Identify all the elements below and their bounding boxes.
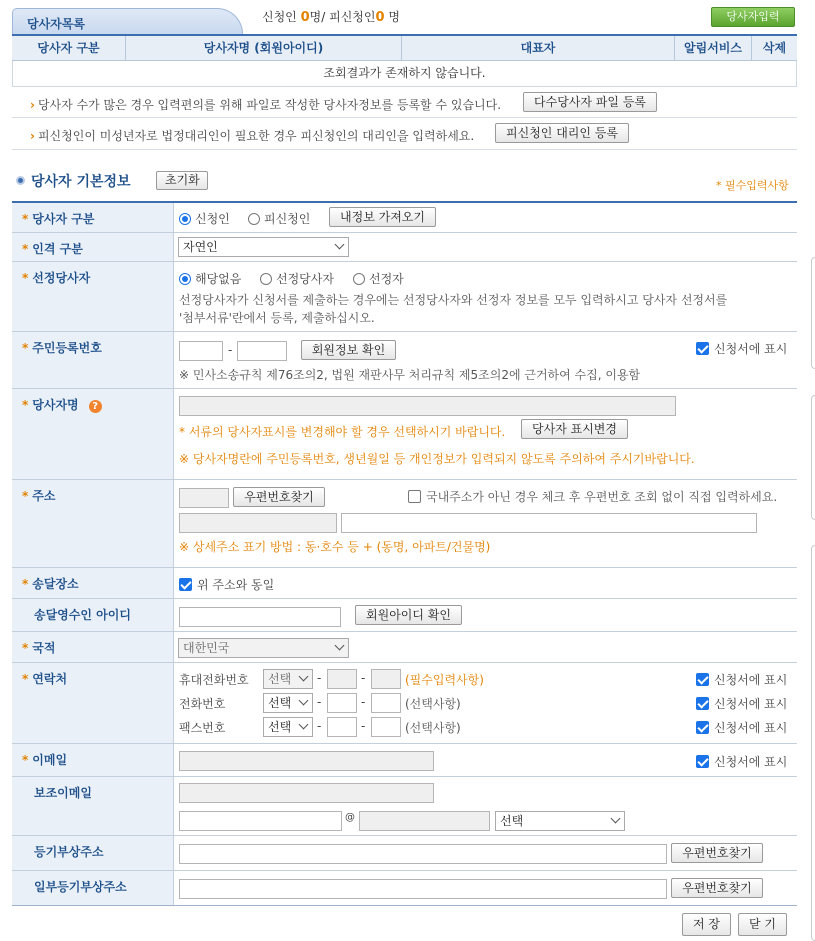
- applicant-count-label: 신청인: [262, 10, 297, 24]
- respondent-count: 0: [375, 10, 385, 25]
- partial-registry-find-zipcode-button[interactable]: 우편번호찾기: [671, 878, 763, 898]
- rrn-first-input[interactable]: [179, 341, 223, 361]
- partial-registry-address-label: 일부등기부상주소: [12, 871, 174, 905]
- mobile-last-input[interactable]: [371, 669, 401, 689]
- sub-email-domain-input[interactable]: [359, 811, 490, 831]
- address-input[interactable]: [179, 513, 337, 533]
- rrn-second-input[interactable]: [237, 341, 287, 361]
- scroll-marker: [811, 257, 815, 369]
- address-detail-input[interactable]: [341, 513, 757, 533]
- radio-icon[interactable]: [260, 273, 272, 285]
- row-delivery: [12, 568, 797, 599]
- fax-prefix-select[interactable]: 선택: [263, 717, 313, 737]
- checkbox-checked-icon[interactable]: [696, 342, 709, 355]
- zipcode-input[interactable]: [179, 488, 229, 508]
- fax-show-checkbox[interactable]: 신청서에 표시: [696, 719, 787, 736]
- count-unit: 명/: [309, 10, 326, 24]
- checkbox-checked-icon[interactable]: [696, 697, 709, 710]
- verify-member-id-button[interactable]: 회원아이디 확인: [355, 605, 462, 625]
- applicant-count: 0: [300, 10, 310, 25]
- row-selected-party: [12, 262, 797, 332]
- divider: [12, 117, 797, 118]
- dash: -: [317, 671, 322, 685]
- agent-register-button[interactable]: 피신청인 대리인 등록: [495, 123, 629, 143]
- phone-prefix-select[interactable]: 선택: [263, 693, 313, 713]
- column-header: 당사자명 (회원아이디): [126, 36, 402, 60]
- bulk-info-text: 당사자 수가 많은 경우 입력편의를 위해 파일로 작성한 당사자정보를 등록할 수 있습니다.: [37, 98, 502, 112]
- sub-email-display: [179, 783, 434, 803]
- checkbox-checked-icon[interactable]: [696, 755, 709, 768]
- foreign-address-checkbox[interactable]: 국내주소가 아닌 경우 체크 후 우편번호 조회 없이 직접 입력하세요.: [408, 488, 777, 505]
- email-label: * 이메일: [12, 744, 174, 776]
- selected-party-none[interactable]: 해당없음: [179, 270, 241, 287]
- email-input[interactable]: [179, 751, 434, 771]
- chevron-down-icon: [299, 672, 309, 682]
- bulk-info: [30, 96, 501, 113]
- column-header: 대표자: [402, 36, 675, 60]
- contact-label: * 연락처: [12, 663, 174, 743]
- dash: -: [317, 695, 322, 709]
- mobile-show-checkbox[interactable]: 신청서에 표시: [696, 671, 787, 688]
- fax-optional-note: (선택사항): [405, 721, 461, 735]
- required-note: * 필수입력사항: [716, 179, 789, 192]
- row-person-type: [12, 233, 797, 262]
- registry-find-zipcode-button[interactable]: 우편번호찾기: [671, 843, 763, 863]
- delivery-label: * 송달장소: [12, 568, 174, 598]
- fax-last-input[interactable]: [371, 717, 401, 737]
- row-party-name: [12, 389, 797, 480]
- dash: -: [361, 671, 366, 685]
- help-icon[interactable]: ?: [89, 400, 102, 413]
- dash: -: [361, 719, 366, 733]
- verify-member-button[interactable]: 회원정보 확인: [301, 340, 396, 360]
- mobile-required-note: (필수입력사항): [405, 673, 484, 687]
- address-note: ※ 상세주소 표기 방법 : 동·호수 등 + (동명, 아파트/건물명): [179, 540, 491, 554]
- bullet-icon: [16, 176, 25, 185]
- save-button[interactable]: 저 장: [682, 913, 731, 936]
- party-list-tab: 당사자목록: [12, 8, 243, 34]
- agent-info: [30, 127, 474, 144]
- party-type-label: * 당사자 구분: [12, 203, 174, 232]
- rrn-note: ※ 민사소송규칙 제76조의2, 법원 재판사무 처리규칙 제5조의2에 근거하여 수집, 이용함: [179, 368, 641, 382]
- radio-icon[interactable]: [248, 213, 260, 225]
- chevron-down-icon: [335, 641, 345, 651]
- radio-selected-icon[interactable]: [179, 213, 191, 225]
- registry-address-label: 등기부상주소: [12, 836, 174, 870]
- row-partial-registry-address: [12, 871, 797, 906]
- selected-party-label: * 선정당사자: [12, 262, 174, 331]
- close-button[interactable]: 닫 기: [738, 913, 787, 936]
- arrow-icon: ›: [30, 98, 35, 112]
- fetch-my-info-button[interactable]: 내정보 가져오기: [329, 207, 436, 227]
- selected-party-note: '첨부서류'란에서 등록, 제출하십시오.: [179, 311, 375, 325]
- party-type-respondent[interactable]: 피신청인: [248, 210, 310, 227]
- party-name-input[interactable]: [179, 396, 676, 416]
- fax-label: 팩스번호: [179, 721, 226, 735]
- at-sign: @: [345, 812, 355, 823]
- radio-selected-icon[interactable]: [179, 273, 191, 285]
- mobile-label: 휴대전화번호: [179, 673, 249, 687]
- row-sub-email: [12, 777, 797, 836]
- checkbox-checked-icon[interactable]: [696, 673, 709, 686]
- party-count: [262, 8, 400, 25]
- dash: -: [317, 719, 322, 733]
- party-list-empty: 조회결과가 존재하지 않습니다.: [12, 61, 797, 87]
- person-type-select[interactable]: 자연인: [178, 237, 349, 257]
- selected-party-note: 선정당사자가 신청서를 제출하는 경우에는 선정당사자와 선정자 정보를 모두 입력하시고 당사자 선정서를: [179, 293, 728, 307]
- count-unit: 명: [384, 10, 400, 24]
- party-type-applicant[interactable]: 신청인: [179, 210, 230, 227]
- sub-email-id-input[interactable]: [179, 811, 342, 831]
- radio-icon[interactable]: [353, 273, 365, 285]
- sub-email-domain-select[interactable]: 선택: [495, 811, 625, 831]
- row-delivery-id: [12, 599, 797, 632]
- row-rrn: [12, 332, 797, 389]
- chevron-down-icon: [335, 240, 345, 250]
- find-zipcode-button[interactable]: 우편번호찾기: [233, 487, 325, 507]
- column-header: 삭제: [762, 41, 787, 55]
- party-list-header: [12, 34, 797, 61]
- phone-label: 전화번호: [179, 697, 226, 711]
- bulk-upload-button[interactable]: 다수당사자 파일 등록: [523, 92, 657, 112]
- reset-button[interactable]: 초기화: [156, 171, 208, 190]
- address-label: * 주소: [12, 480, 174, 567]
- party-name-change-note: * 서류의 당사자표시를 변경해야 할 경우 선택하시기 바랍니다.: [179, 425, 506, 439]
- row-party-type: [12, 203, 797, 233]
- checkbox-checked-icon[interactable]: [179, 578, 192, 591]
- email-show-checkbox[interactable]: 신청서에 표시: [696, 753, 787, 770]
- chevron-down-icon: [611, 814, 621, 824]
- section-title-text: 당사자 기본정보: [31, 174, 131, 190]
- registry-address-input[interactable]: [179, 844, 667, 864]
- chevron-down-icon: [299, 696, 309, 706]
- rrn-dash: -: [228, 343, 233, 357]
- delivery-id-input[interactable]: [179, 607, 341, 627]
- phone-last-input[interactable]: [371, 693, 401, 713]
- selected-party-selector[interactable]: 선정자: [353, 270, 404, 287]
- checkbox-icon[interactable]: [408, 490, 421, 503]
- checkbox-checked-icon[interactable]: [696, 721, 709, 734]
- row-address: [12, 480, 797, 568]
- nationality-label: * 국적: [12, 632, 174, 662]
- person-type-label: * 인격 구분: [12, 233, 174, 261]
- fax-middle-input[interactable]: [327, 717, 357, 737]
- delivery-same-checkbox[interactable]: 위 주소와 동일: [179, 576, 274, 593]
- scroll-marker: [811, 395, 815, 520]
- row-email: [12, 744, 797, 777]
- phone-show-checkbox[interactable]: 신청서에 표시: [696, 695, 787, 712]
- delivery-id-label: 송달영수인 아이디: [12, 599, 174, 631]
- add-party-button[interactable]: 당사자입력: [711, 7, 795, 27]
- row-contact: [12, 663, 797, 744]
- mobile-prefix-select[interactable]: 선택: [263, 669, 313, 689]
- party-name-warning: ※ 당사자명란에 주민등록번호, 생년월일 등 개인정보가 입력되지 않도록 주의하여 주시기바랍니다.: [179, 452, 695, 466]
- selected-party-party[interactable]: 선정당사자: [260, 270, 334, 287]
- column-header: 당사자 구분: [12, 36, 126, 60]
- row-nationality: [12, 632, 797, 663]
- rrn-show-checkbox[interactable]: 신청서에 표시: [696, 340, 787, 357]
- chevron-down-icon: [299, 720, 309, 730]
- column-header: 알림서비스: [675, 36, 752, 60]
- divider: [12, 149, 797, 150]
- partial-registry-address-input[interactable]: [179, 879, 667, 899]
- section-title: [16, 171, 131, 191]
- change-party-display-button[interactable]: 당사자 표시변경: [521, 419, 628, 439]
- scroll-marker: [811, 545, 815, 941]
- sub-email-label: 보조이메일: [12, 777, 174, 835]
- row-registry-address: [12, 836, 797, 871]
- dash: -: [361, 695, 366, 709]
- phone-optional-note: (선택사항): [405, 697, 461, 711]
- rrn-label: * 주민등록번호: [12, 332, 174, 388]
- agent-info-text: 피신청인이 미성년자로 법정대리인이 필요한 경우 피신청인의 대리인을 입력하세요.: [37, 129, 475, 143]
- mobile-middle-input[interactable]: [327, 669, 357, 689]
- nationality-select[interactable]: 대한민국: [178, 638, 349, 658]
- respondent-count-label: 피신청인: [329, 10, 376, 24]
- arrow-icon: ›: [30, 129, 35, 143]
- phone-middle-input[interactable]: [327, 693, 357, 713]
- party-name-label: * 당사자명 ?: [12, 389, 174, 479]
